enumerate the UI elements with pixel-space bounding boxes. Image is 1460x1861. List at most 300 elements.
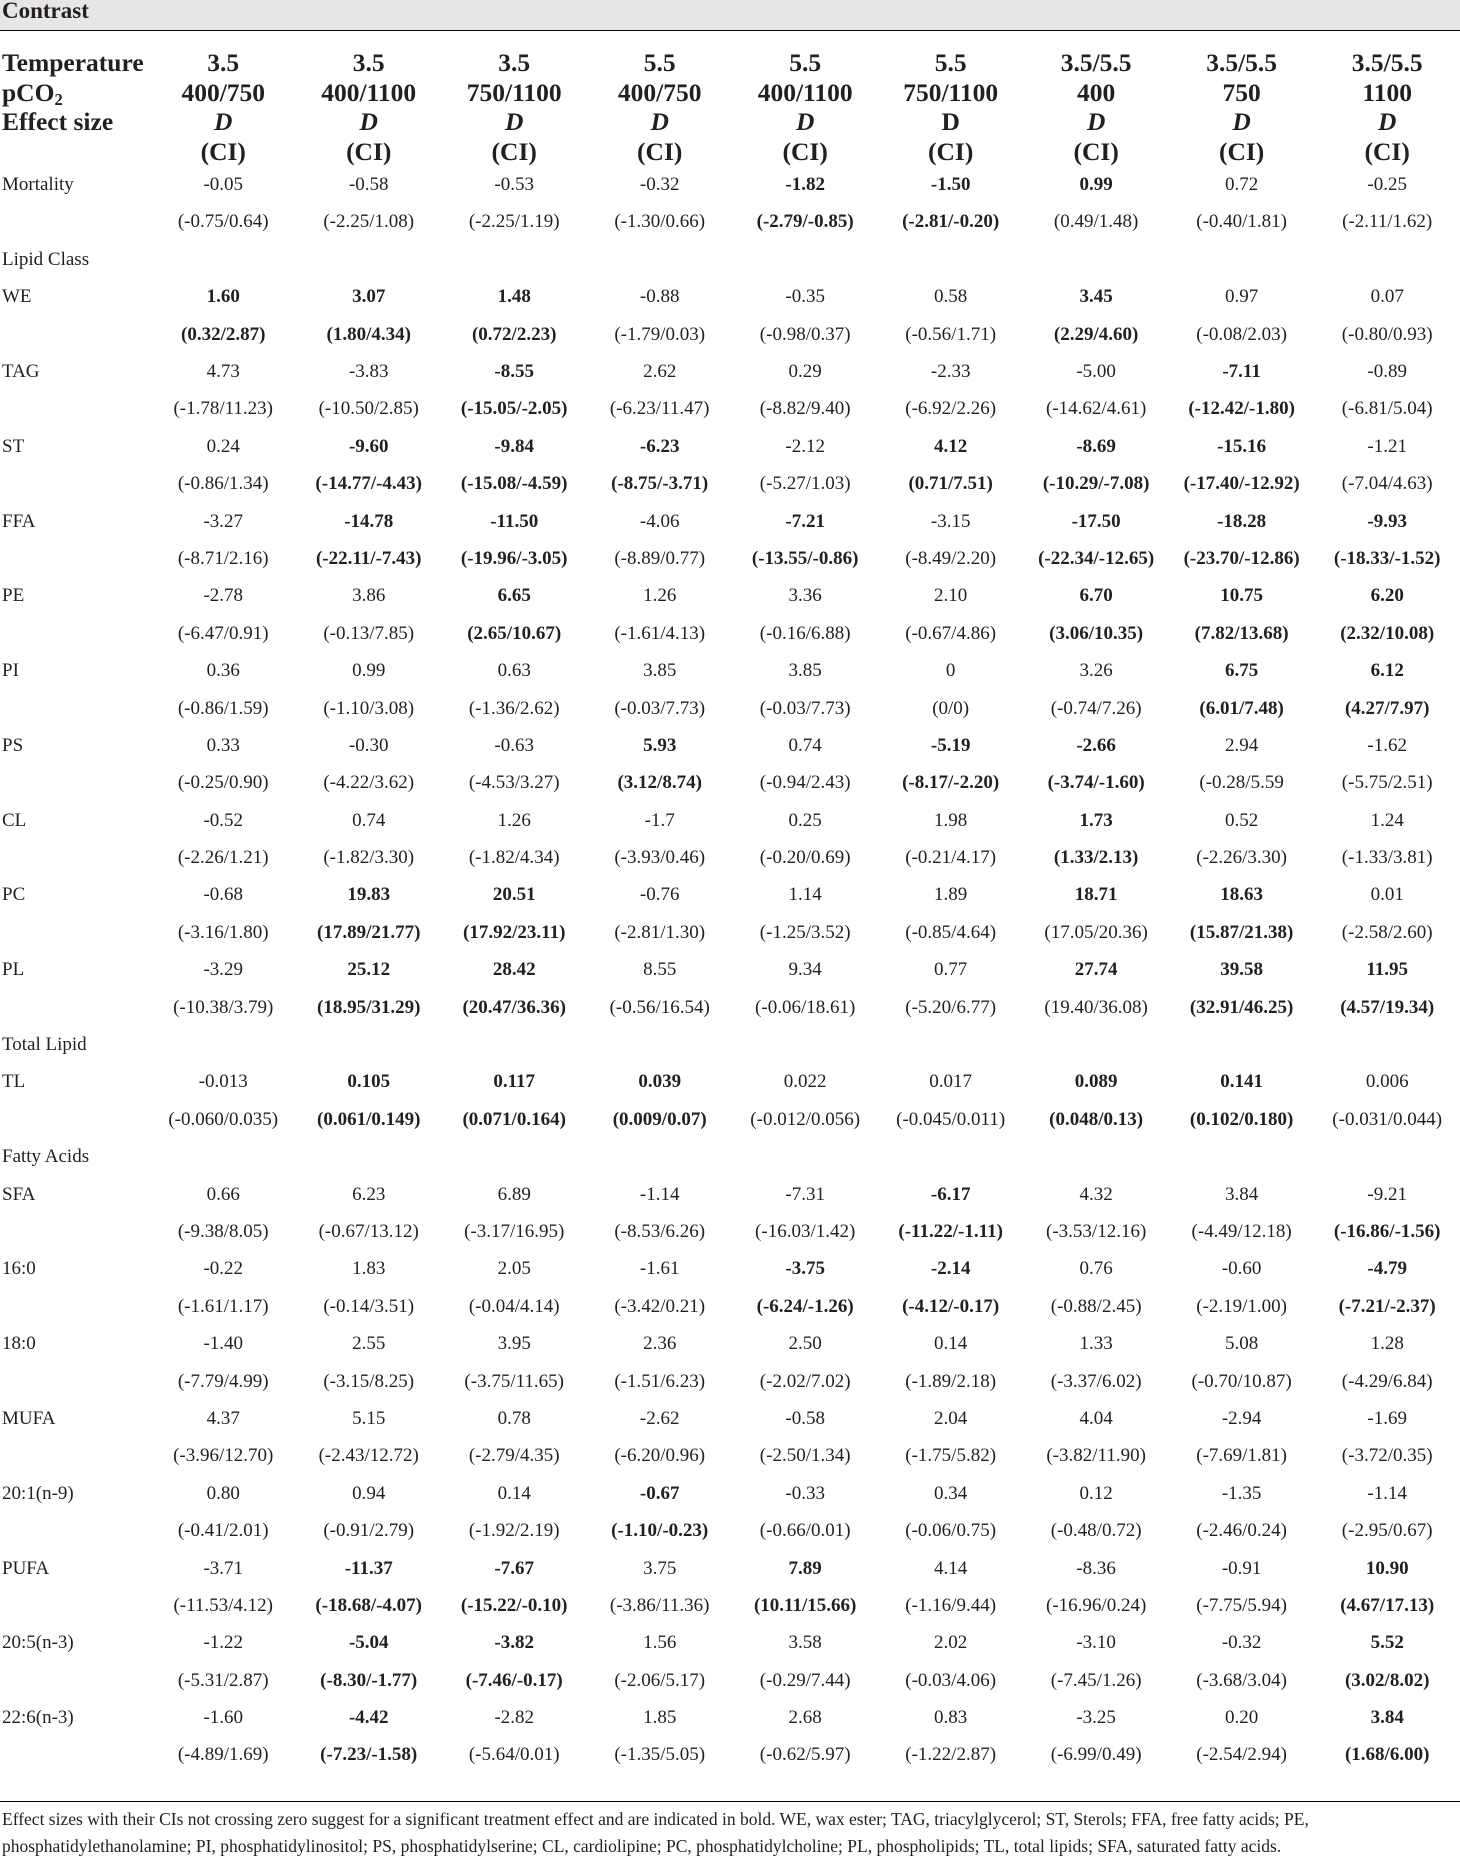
row-label-empty: [0, 690, 151, 727]
effect-size-cell: -0.22: [203, 1258, 244, 1280]
confidence-interval-cell: (-7.69/1.81): [1196, 1445, 1288, 1467]
ci-row: [0, 1662, 1460, 1699]
confidence-interval-cell: (1.33/2.13): [1053, 847, 1139, 869]
row-label: PL: [2, 959, 25, 981]
confidence-interval-cell: (10.11/15.66): [753, 1594, 857, 1616]
column-effect-symbol: D: [650, 107, 669, 137]
effect-size-cell: -7.31: [785, 1183, 825, 1205]
confidence-interval-cell: (0.009/0.07): [612, 1108, 707, 1130]
row-label-empty: [0, 1737, 151, 1774]
ci-row: [0, 1512, 1460, 1549]
effect-size-cell: 4.04: [1079, 1407, 1113, 1429]
confidence-interval-cell: (0.102/0.180): [1189, 1108, 1294, 1130]
effect-size-cell: -0.33: [785, 1482, 825, 1504]
confidence-interval-cell: (0/0): [932, 697, 970, 719]
ci-row: [0, 690, 1460, 727]
effect-size-cell: -3.83: [348, 361, 389, 383]
effect-size-cell: 5.08: [1225, 1333, 1259, 1355]
row-label-empty: [0, 1662, 151, 1699]
effect-row: [0, 1400, 1460, 1437]
effect-size-cell: -4.42: [348, 1707, 389, 1729]
effect-size-cell: -1.40: [203, 1333, 244, 1355]
ci-row: [0, 989, 1460, 1026]
effect-size-cell: 2.10: [934, 585, 968, 607]
effect-size-cell: 0.25: [788, 809, 822, 831]
ci-row: [0, 540, 1460, 577]
confidence-interval-cell: (-7.04/4.63): [1341, 473, 1433, 495]
effect-size-cell: 4.73: [206, 361, 240, 383]
effect-size-cell: 1.26: [643, 585, 677, 607]
section-label: Fatty Acids: [2, 1146, 90, 1168]
header-row-labels: [0, 48, 151, 166]
column-ci-label: (CI): [928, 136, 974, 166]
effect-size-cell: 10.90: [1365, 1557, 1409, 1579]
effect-size-cell: 0.141: [1220, 1071, 1263, 1093]
confidence-interval-cell: (-13.55/-0.86): [751, 547, 859, 569]
column-pco2: 400/1100: [321, 77, 417, 107]
effect-size-cell: -8.36: [1076, 1557, 1116, 1579]
confidence-interval-cell: (-8.30/-1.77): [320, 1669, 418, 1691]
confidence-interval-cell: (-5.27/1.03): [759, 473, 851, 495]
ci-row: [0, 204, 1460, 241]
effect-size-cell: 0.039: [638, 1071, 682, 1093]
section-label: Total Lipid: [2, 1034, 87, 1056]
effect-size-cell: -2.82: [494, 1707, 534, 1729]
contrast-header: Contrast: [0, 0, 1460, 30]
confidence-interval-cell: (-3.53/12.16): [1046, 1221, 1147, 1242]
confidence-interval-cell: (-1.22/2.87): [905, 1744, 997, 1766]
effect-size-cell: -3.27: [203, 510, 244, 532]
confidence-interval-cell: (-3.82/11.90): [1046, 1445, 1146, 1467]
effect-size-cell: -3.71: [203, 1557, 244, 1579]
effect-size-cell: 0.66: [206, 1183, 240, 1205]
confidence-interval-cell: (-15.22/-0.10): [460, 1594, 568, 1616]
confidence-interval-cell: (-6.47/0.91): [177, 622, 269, 644]
effect-size-cell: 11.95: [1366, 959, 1409, 981]
column-ci-label: (CI): [1364, 136, 1410, 166]
effect-size-cell: -0.58: [785, 1407, 825, 1429]
effect-row: [0, 952, 1460, 989]
column-temperature: 5.5: [934, 48, 967, 77]
effect-size-cell: 2.50: [788, 1333, 822, 1355]
effect-size-cell: -2.62: [639, 1407, 680, 1429]
row-label: 20:1(n-9): [2, 1482, 74, 1504]
column-effect-symbol: D: [795, 107, 815, 137]
confidence-interval-cell: (-2.06/5.17): [614, 1669, 706, 1691]
effect-row: [0, 428, 1460, 465]
column-temperature: 3.5/5.5: [1351, 48, 1423, 77]
row-label: FFA: [2, 510, 36, 532]
effect-size-cell: 2.94: [1225, 734, 1259, 756]
column-temperature: 3.5/5.5: [1060, 48, 1132, 77]
effect-size-cell: -7.21: [785, 510, 825, 532]
confidence-interval-cell: (-0.62/5.97): [759, 1744, 851, 1766]
effect-size-cell: 0.105: [347, 1071, 391, 1093]
effect-size-cell: 1.26: [497, 809, 531, 831]
column-ci-label: (CI): [200, 136, 246, 166]
effect-size-cell: -3.10: [1076, 1632, 1116, 1654]
effect-size-cell: 6.89: [497, 1183, 531, 1205]
effect-size-cell: -8.69: [1076, 435, 1116, 457]
confidence-interval-cell: (-3.42/0.21): [614, 1295, 706, 1317]
effect-row: [0, 578, 1460, 615]
confidence-interval-cell: (-2.95/0.67): [1341, 1520, 1433, 1542]
confidence-interval-cell: (-0.03/4.06): [905, 1669, 997, 1691]
confidence-interval-cell: (-4.22/3.62): [323, 772, 415, 794]
effect-size-cell: 3.85: [643, 660, 677, 682]
effect-size-cell: 0.83: [934, 1707, 968, 1729]
effect-row: [0, 1325, 1460, 1362]
confidence-interval-cell: (-3.96/12.70): [173, 1445, 274, 1467]
confidence-interval-cell: (-0.28/5.59: [1199, 772, 1284, 794]
confidence-interval-cell: (0.72/2.23): [471, 323, 557, 345]
effect-row: [0, 503, 1460, 540]
confidence-interval-cell: (-7.79/4.99): [177, 1370, 269, 1392]
effect-size-cell: 0.76: [1079, 1258, 1113, 1280]
effect-size-cell: -7.67: [494, 1557, 534, 1579]
effect-size-cell: 4.14: [934, 1557, 968, 1579]
confidence-interval-cell: (-0.67/4.86): [905, 622, 997, 644]
effect-size-cell: 3.84: [1225, 1183, 1259, 1205]
effect-size-cell: -1.35: [1221, 1482, 1262, 1504]
effect-size-cell: -4.79: [1367, 1258, 1407, 1280]
column-temperature: 3.5: [498, 48, 531, 77]
confidence-interval-cell: (1.80/4.34): [326, 323, 411, 345]
confidence-interval-cell: (-0.25/0.90): [177, 772, 269, 794]
column-pco2: 400/750: [181, 77, 266, 107]
effect-size-cell: -1.14: [639, 1183, 680, 1205]
column-temperature: 5.5: [643, 48, 676, 77]
effect-size-cell: 28.42: [492, 959, 536, 981]
table-body: [0, 166, 1460, 1774]
row-label: TL: [2, 1071, 26, 1093]
column-header-6: [878, 48, 1023, 166]
ci-row: [0, 1363, 1460, 1400]
row-label-empty: [0, 1363, 151, 1400]
row-label-empty: [0, 914, 151, 951]
effect-size-cell: -9.60: [348, 435, 389, 457]
effect-size-cell: 4.32: [1079, 1183, 1113, 1205]
effect-size-cell: 0.58: [934, 286, 968, 308]
confidence-interval-cell: (-8.82/9.40): [759, 398, 851, 420]
row-label: 20:5(n-3): [2, 1632, 74, 1654]
column-pco2: 1100: [1362, 77, 1412, 107]
column-effect-symbol: D: [1377, 107, 1397, 137]
row-label-empty: [0, 765, 151, 802]
confidence-interval-cell: (4.67/17.13): [1340, 1594, 1435, 1616]
confidence-interval-cell: (-0.06/18.61): [755, 996, 856, 1018]
row-label: PC: [2, 884, 26, 906]
confidence-interval-cell: (-2.26/3.30): [1196, 847, 1288, 869]
row-label-empty: [0, 1288, 151, 1325]
effect-row: [0, 1550, 1460, 1587]
confidence-interval-cell: (-8.75/-3.71): [611, 473, 709, 495]
confidence-interval-cell: (-2.54/2.94): [1196, 1744, 1288, 1766]
row-label: MUFA: [2, 1407, 56, 1429]
confidence-interval-cell: (-2.25/1.19): [468, 211, 560, 233]
effect-size-cell: 2.36: [643, 1333, 677, 1355]
ci-row: [0, 466, 1460, 503]
row-label-empty: [0, 1512, 151, 1549]
confidence-interval-cell: (-7.23/-1.58): [320, 1744, 418, 1766]
effect-row: [0, 1475, 1460, 1512]
effect-size-cell: -0.30: [348, 734, 389, 756]
confidence-interval-cell: (0.71/7.51): [908, 473, 993, 495]
effect-size-cell: 0.022: [783, 1071, 827, 1093]
row-label: SFA: [2, 1183, 36, 1205]
confidence-interval-cell: (-1.61/4.13): [614, 622, 706, 644]
confidence-interval-cell: (-16.96/0.24): [1046, 1594, 1147, 1616]
confidence-interval-cell: (20.47/36.36): [462, 996, 566, 1018]
effect-row: [0, 279, 1460, 316]
confidence-interval-cell: (17.89/21.77): [317, 921, 421, 943]
confidence-interval-cell: (-2.50/1.34): [759, 1445, 851, 1467]
confidence-interval-cell: (-10.38/3.79): [173, 996, 274, 1018]
column-temperature: 5.5: [789, 48, 822, 77]
effect-size-cell: -3.82: [494, 1632, 534, 1654]
confidence-interval-cell: (-5.75/2.51): [1341, 772, 1433, 794]
effect-size-cell: 0: [945, 660, 956, 682]
column-header-row: [0, 48, 1460, 166]
effect-size-cell: -17.50: [1071, 510, 1121, 532]
confidence-interval-cell: (-0.86/1.34): [177, 473, 269, 495]
header-temperature-label: Temperature: [2, 48, 144, 77]
effect-size-cell: -9.93: [1367, 510, 1407, 532]
confidence-interval-cell: (-0.08/2.03): [1196, 323, 1288, 345]
row-label: TAG: [2, 361, 40, 383]
row-label: Mortality: [2, 174, 74, 196]
effect-size-table: [0, 48, 1460, 1774]
confidence-interval-cell: (1.68/6.00): [1344, 1744, 1430, 1766]
confidence-interval-cell: (-0.40/1.81): [1196, 211, 1288, 233]
confidence-interval-cell: (-6.92/2.26): [905, 398, 997, 420]
confidence-interval-cell: (-10.29/-7.08): [1042, 473, 1150, 495]
effect-size-cell: 2.55: [352, 1333, 386, 1355]
section-row: [0, 1139, 1460, 1176]
confidence-interval-cell: (-0.74/7.26): [1050, 697, 1142, 719]
effect-size-cell: 39.58: [1220, 959, 1263, 981]
confidence-interval-cell: (-1.82/3.30): [323, 847, 415, 869]
confidence-interval-cell: (-5.20/6.77): [905, 996, 997, 1018]
effect-size-cell: -2.33: [930, 361, 971, 383]
confidence-interval-cell: (-11.53/4.12): [173, 1594, 274, 1616]
effect-size-cell: 18.71: [1074, 884, 1118, 906]
column-effect-symbol: D: [941, 107, 960, 137]
confidence-interval-cell: (17.92/23.11): [463, 921, 566, 943]
column-ci-label: (CI): [491, 136, 537, 166]
effect-size-cell: 0.34: [934, 1482, 968, 1504]
effect-size-cell: -0.58: [348, 174, 389, 196]
confidence-interval-cell: (-15.08/-4.59): [460, 473, 568, 495]
confidence-interval-cell: (-22.34/-12.65): [1038, 547, 1155, 569]
confidence-interval-cell: (-8.53/6.26): [614, 1221, 706, 1242]
confidence-interval-cell: (2.29/4.60): [1053, 323, 1139, 345]
effect-size-cell: -4.06: [639, 510, 680, 532]
row-label-empty: [0, 316, 151, 353]
confidence-interval-cell: (-19.96/-3.05): [460, 547, 568, 569]
row-label-empty: [0, 391, 151, 428]
confidence-interval-cell: (-0.04/4.14): [468, 1295, 560, 1317]
effect-size-cell: -1.62: [1367, 734, 1407, 756]
effect-size-cell: 3.07: [352, 286, 386, 308]
column-pco2: 750/1100: [903, 77, 999, 107]
effect-size-cell: 0.63: [497, 660, 531, 682]
effect-size-cell: -7.11: [1222, 361, 1261, 383]
confidence-interval-cell: (-2.11/1.62): [1342, 211, 1433, 233]
ci-row: [0, 1587, 1460, 1624]
effect-size-cell: -1.61: [639, 1258, 680, 1280]
effect-size-cell: -0.76: [639, 884, 680, 906]
confidence-interval-cell: (-1.51/6.23): [614, 1370, 706, 1392]
effect-size-cell: 0.99: [1079, 174, 1113, 196]
confidence-interval-cell: (-0.91/2.79): [323, 1520, 415, 1542]
confidence-interval-cell: (-11.22/-1.11): [898, 1221, 1003, 1242]
effect-size-cell: 6.75: [1225, 660, 1259, 682]
confidence-interval-cell: (-0.85/4.64): [905, 921, 997, 943]
effect-row: [0, 1699, 1460, 1736]
effect-size-cell: -3.15: [930, 510, 971, 532]
confidence-interval-cell: (-18.33/-1.52): [1333, 547, 1441, 569]
ci-row: [0, 914, 1460, 951]
effect-size-cell: 0.52: [1225, 809, 1259, 831]
row-label: PS: [2, 734, 24, 756]
ci-row: [0, 1737, 1460, 1774]
confidence-interval-cell: (-2.43/12.72): [318, 1445, 419, 1467]
confidence-interval-cell: (-8.71/2.16): [177, 547, 269, 569]
effect-size-cell: 5.15: [352, 1407, 386, 1429]
confidence-interval-cell: (-0.70/10.87): [1191, 1370, 1292, 1392]
confidence-interval-cell: (-3.93/0.46): [614, 847, 706, 869]
confidence-interval-cell: (-3.74/-1.60): [1047, 772, 1145, 794]
effect-size-cell: 1.98: [934, 809, 968, 831]
row-label: 16:0: [2, 1258, 36, 1280]
row-label: CL: [2, 809, 27, 831]
header-pco2-label: pCO$_2$: [2, 77, 63, 109]
column-effect-symbol: D: [359, 107, 378, 137]
effect-row: [0, 1176, 1460, 1213]
effect-size-cell: -18.28: [1217, 510, 1267, 532]
row-label-empty: [0, 204, 151, 241]
effect-size-cell: 3.26: [1079, 660, 1113, 682]
effect-size-cell: -0.63: [494, 734, 534, 756]
section-label: Lipid Class: [2, 248, 90, 270]
ci-row: [0, 1288, 1460, 1325]
column-header-4: [587, 48, 732, 166]
effect-size-cell: -8.55: [494, 361, 534, 383]
confidence-interval-cell: (-1.78/11.23): [173, 398, 274, 420]
effect-size-cell: 1.48: [497, 286, 531, 308]
confidence-interval-cell: (0.071/0.164): [462, 1108, 566, 1130]
effect-size-cell: -3.75: [785, 1258, 825, 1280]
confidence-interval-cell: (-3.72/0.35): [1341, 1445, 1433, 1467]
effect-row: [0, 1064, 1460, 1101]
confidence-interval-cell: (-0.031/0.044): [1332, 1108, 1443, 1130]
confidence-interval-cell: (15.87/21.38): [1189, 921, 1294, 943]
confidence-interval-cell: (-0.13/7.85): [323, 622, 415, 644]
effect-size-cell: 1.14: [788, 884, 822, 906]
effect-size-cell: 1.56: [643, 1632, 677, 1654]
confidence-interval-cell: (4.57/19.34): [1340, 996, 1435, 1018]
confidence-interval-cell: (32.91/46.25): [1189, 996, 1294, 1018]
confidence-interval-cell: (-0.06/0.75): [905, 1520, 997, 1542]
confidence-interval-cell: (-0.29/7.44): [759, 1669, 851, 1691]
effect-size-cell: -3.25: [1076, 1707, 1116, 1729]
column-ci-label: (CI): [637, 136, 683, 166]
column-ci-label: (CI): [782, 136, 828, 166]
confidence-interval-cell: (2.65/10.67): [467, 622, 562, 644]
confidence-interval-cell: (3.02/8.02): [1344, 1669, 1430, 1691]
column-temperature: 3.5: [207, 48, 240, 77]
effect-size-cell: -2.66: [1076, 734, 1116, 756]
confidence-interval-cell: (-3.15/8.25): [323, 1370, 415, 1392]
effect-size-cell: -0.25: [1367, 174, 1407, 196]
confidence-interval-cell: (3.12/8.74): [617, 772, 702, 794]
confidence-interval-cell: (-4.53/3.27): [468, 772, 560, 794]
confidence-interval-cell: (17.05/20.36): [1044, 921, 1148, 943]
confidence-interval-cell: (-16.03/1.42): [755, 1221, 856, 1242]
confidence-interval-cell: (-14.77/-4.43): [315, 473, 423, 495]
row-label: ST: [2, 435, 25, 457]
column-pco2: 750/1100: [466, 77, 562, 107]
effect-size-cell: 3.36: [788, 585, 822, 607]
column-pco2: 400/1100: [757, 77, 853, 107]
effect-size-cell: 0.14: [934, 1333, 968, 1355]
effect-row: [0, 166, 1460, 203]
confidence-interval-cell: (-0.045/0.011): [896, 1108, 1006, 1130]
confidence-interval-cell: (19.40/36.08): [1044, 996, 1148, 1018]
effect-size-cell: 0.117: [493, 1071, 536, 1093]
confidence-interval-cell: (-2.81/-0.20): [902, 211, 1000, 233]
ci-row: [0, 1438, 1460, 1475]
row-label-empty: [0, 839, 151, 876]
column-ci-label: (CI): [346, 136, 392, 166]
confidence-interval-cell: (-1.10/-0.23): [611, 1520, 709, 1542]
effect-size-cell: 0.20: [1225, 1707, 1259, 1729]
effect-size-cell: 4.37: [206, 1407, 240, 1429]
column-pco2: 400: [1077, 77, 1116, 107]
confidence-interval-cell: (-2.81/1.30): [614, 921, 706, 943]
effect-size-cell: 3.45: [1079, 286, 1113, 308]
confidence-interval-cell: (3.06/10.35): [1049, 622, 1144, 644]
effect-size-cell: 6.23: [352, 1183, 386, 1205]
effect-size-cell: -0.60: [1221, 1258, 1262, 1280]
column-header-8: [1169, 48, 1314, 166]
column-effect-symbol: D: [214, 107, 233, 137]
effect-size-cell: 0.72: [1225, 174, 1259, 196]
effect-size-cell: 1.89: [934, 884, 968, 906]
ci-row: [0, 1101, 1460, 1138]
effect-size-cell: -2.12: [785, 435, 825, 457]
effect-size-cell: -0.67: [639, 1482, 680, 1504]
confidence-interval-cell: (-4.89/1.69): [177, 1744, 269, 1766]
column-effect-symbol: D: [1086, 107, 1106, 137]
effect-size-cell: 5.93: [643, 734, 677, 756]
effect-size-cell: -0.32: [639, 174, 680, 196]
row-label: PUFA: [2, 1557, 50, 1579]
confidence-interval-cell: (4.27/7.97): [1344, 697, 1430, 719]
confidence-interval-cell: (-2.25/1.08): [323, 211, 415, 233]
ci-row: [0, 1213, 1460, 1250]
confidence-interval-cell: (-7.46/-0.17): [465, 1669, 563, 1691]
confidence-interval-cell: (-16.86/-1.56): [1333, 1221, 1441, 1242]
effect-size-cell: -1.69: [1367, 1407, 1407, 1429]
effect-size-cell: 2.62: [643, 361, 677, 383]
confidence-interval-cell: (-0.94/2.43): [759, 772, 851, 794]
confidence-interval-cell: (-3.16/1.80): [177, 921, 269, 943]
effect-size-cell: -0.52: [203, 809, 244, 831]
effect-size-cell: -1.22: [203, 1632, 244, 1654]
effect-row: [0, 353, 1460, 390]
